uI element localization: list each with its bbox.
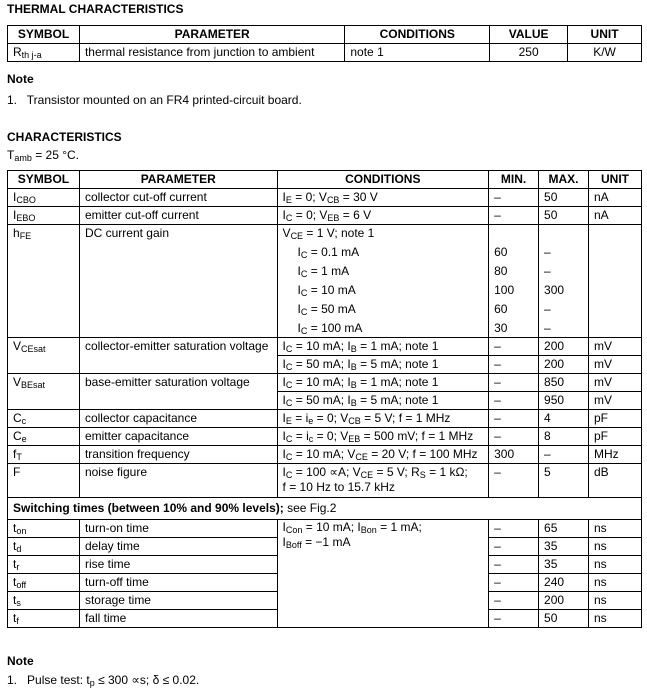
cell-min: 300	[489, 446, 539, 464]
cell-parameter: base-emitter saturation voltage	[79, 374, 277, 410]
cell-conditions: $I_{Con} = 10$ mA; $I_{Bon} = 1$ mA; $I_{Boff} = -1$ mA	[277, 520, 489, 628]
cell-symbol: $I_{CBO}$	[8, 189, 80, 207]
cell-max: 200	[539, 338, 589, 356]
switching-header-row	[8, 498, 642, 520]
cell-min: –	[489, 392, 539, 410]
switching-title: Switching times (between 10% and 90% levels); see Fig.2	[8, 498, 642, 520]
cell-min: –	[489, 464, 539, 498]
cell-min: –	[489, 207, 539, 225]
cell-unit: ns	[588, 574, 641, 592]
chars-title: CHARACTERISTICS	[7, 130, 122, 144]
cell-conditions: $I_C = 10$ mA; $I_B = 1$ mA; note 1	[277, 374, 489, 392]
cell-parameter: transition frequency	[79, 446, 277, 464]
chars-note-title: Note	[7, 654, 34, 668]
cell-parameter: collector capacitance	[79, 410, 277, 428]
cell-parameter: turn-on time	[79, 520, 277, 538]
cell-min: –	[489, 574, 539, 592]
cell-min: –	[489, 374, 539, 392]
cell-unit: pF	[588, 428, 641, 446]
cell-max: 50	[539, 610, 589, 628]
table-row	[8, 410, 642, 428]
cell-symbol: $t_{off}$	[8, 574, 80, 592]
cell-symbol: $V_{CEsat}$	[8, 338, 80, 374]
cell-min: –	[489, 556, 539, 574]
cell-unit	[588, 225, 641, 338]
th-unit: UNIT	[568, 26, 642, 44]
cell-unit: MHz	[588, 446, 641, 464]
cell-symbol: $R_{th j-a}$	[8, 44, 80, 62]
cell-max: 950	[539, 392, 589, 410]
characteristics-table	[7, 170, 642, 628]
cell-unit: ns	[588, 610, 641, 628]
cell-unit: ns	[588, 556, 641, 574]
table-row	[8, 225, 642, 338]
cell-parameter: rise time	[79, 556, 277, 574]
cell-max: 35	[539, 556, 589, 574]
cell-symbol: $V_{BEsat}$	[8, 374, 80, 410]
cell-symbol: $t_d$	[8, 538, 80, 556]
cell-conditions: $I_C = 50$ mA; $I_B = 5$ mA; note 1	[277, 356, 489, 374]
cell-conditions: $I_C = 100 \propto A$; $V_{CE} = 5$ V; $R_S = 1$ kΩ; f = 10 Hz to 15.7 kHz	[277, 464, 489, 498]
cell-symbol: $C_c$	[8, 410, 80, 428]
cell-max: –	[539, 446, 589, 464]
th-symbol: SYMBOL	[8, 26, 80, 44]
cell-max: – – 300 – –	[539, 225, 589, 338]
cell-min: –	[489, 538, 539, 556]
cell-unit: nA	[588, 189, 641, 207]
cell-conditions: $V_{CE} = 1$ V; note 1 $I_C = 0.1$ mA $I_C = 1$ mA $I_C = 10$ mA $I_C = 50$ mA $I_C = 100$ mA	[277, 225, 489, 338]
tamb-line: $T_{amb} = 25$ °C.	[7, 148, 80, 163]
thermal-note-text: 1. Transistor mounted on an FR4 printed-circuit board.	[7, 93, 302, 107]
cell-max: 35	[539, 538, 589, 556]
cell-min: –	[489, 610, 539, 628]
cell-min: –	[489, 428, 539, 446]
cell-parameter: emitter cut-off current	[79, 207, 277, 225]
cell-unit: mV	[588, 338, 641, 356]
cell-conditions: $I_C = 50$ mA; $I_B = 5$ mA; note 1	[277, 392, 489, 410]
cell-max: 4	[539, 410, 589, 428]
thermal-table	[7, 25, 642, 62]
cell-max: 200	[539, 592, 589, 610]
cell-parameter: thermal resistance from junction to ambient	[79, 44, 344, 62]
cell-parameter: storage time	[79, 592, 277, 610]
th-conditions: CONDITIONS	[277, 171, 489, 189]
cell-max: 50	[539, 189, 589, 207]
cell-conditions: note 1	[345, 44, 490, 62]
cell-parameter: emitter capacitance	[79, 428, 277, 446]
th-parameter: PARAMETER	[79, 26, 344, 44]
table-row	[8, 44, 642, 62]
th-unit: UNIT	[588, 171, 641, 189]
cell-conditions: $I_C = 10$ mA; $V_{CE} = 20$ V; f = 100 MHz	[277, 446, 489, 464]
cell-unit: pF	[588, 410, 641, 428]
cell-parameter: fall time	[79, 610, 277, 628]
chars-header-row	[8, 171, 642, 189]
th-max: MAX.	[539, 171, 589, 189]
thermal-title: THERMAL CHARACTERISTICS	[7, 2, 184, 16]
cell-symbol: F	[8, 464, 80, 498]
cell-parameter: collector cut-off current	[79, 189, 277, 207]
cell-parameter: turn-off time	[79, 574, 277, 592]
cell-conditions: $I_C = 10$ mA; $I_B = 1$ mA; note 1	[277, 338, 489, 356]
cell-value: 250	[490, 44, 568, 62]
cell-min: –	[489, 338, 539, 356]
thermal-note-title: Note	[7, 72, 34, 86]
cell-unit: K/W	[568, 44, 642, 62]
cell-min: –	[489, 410, 539, 428]
th-value: VALUE	[490, 26, 568, 44]
cell-max: 5	[539, 464, 589, 498]
cell-min: –	[489, 356, 539, 374]
cell-unit: ns	[588, 538, 641, 556]
cell-conditions: $I_E = i_e = 0$; $V_{CB} = 5$ V; f = 1 MHz	[277, 410, 489, 428]
cell-unit: mV	[588, 392, 641, 410]
cell-conditions: $I_E = 0$; $V_{CB} = 30$ V	[277, 189, 489, 207]
chars-note-text: 1. Pulse test: $t_p \le 300 \propto s$; δ ≤ 0.02.	[7, 673, 200, 688]
cell-parameter: DC current gain	[79, 225, 277, 338]
table-row	[8, 464, 642, 498]
cell-unit: mV	[588, 356, 641, 374]
cell-unit: mV	[588, 374, 641, 392]
table-row	[8, 338, 642, 356]
cell-symbol: $C_e$	[8, 428, 80, 446]
cell-unit: nA	[588, 207, 641, 225]
cell-conditions: $I_C = 0$; $V_{EB} = 6$ V	[277, 207, 489, 225]
table-row	[8, 207, 642, 225]
cell-symbol: $f_T$	[8, 446, 80, 464]
cell-unit: ns	[588, 592, 641, 610]
cell-max: 850	[539, 374, 589, 392]
table-row	[8, 446, 642, 464]
cell-symbol: $t_r$	[8, 556, 80, 574]
cell-symbol: $t_{on}$	[8, 520, 80, 538]
cell-max: 240	[539, 574, 589, 592]
cell-max: 65	[539, 520, 589, 538]
table-row	[8, 428, 642, 446]
thermal-header-row	[8, 26, 642, 44]
cell-parameter: collector-emitter saturation voltage	[79, 338, 277, 374]
cell-min: –	[489, 520, 539, 538]
cell-min: –	[489, 189, 539, 207]
cell-max: 8	[539, 428, 589, 446]
table-row	[8, 374, 642, 392]
cell-max: 50	[539, 207, 589, 225]
cell-parameter: noise figure	[79, 464, 277, 498]
cell-symbol: $t_f$	[8, 610, 80, 628]
th-min: MIN.	[489, 171, 539, 189]
cell-conditions: $I_C = i_c = 0$; $V_{EB} = 500$ mV; f = 1 MHz	[277, 428, 489, 446]
th-parameter: PARAMETER	[79, 171, 277, 189]
th-symbol: SYMBOL	[8, 171, 80, 189]
cell-unit: dB	[588, 464, 641, 498]
cell-max: 200	[539, 356, 589, 374]
cell-min: 60 80 100 60 30	[489, 225, 539, 338]
table-row	[8, 189, 642, 207]
cell-symbol: $h_{FE}$	[8, 225, 80, 338]
th-conditions: CONDITIONS	[345, 26, 490, 44]
cell-parameter: delay time	[79, 538, 277, 556]
cell-symbol: $I_{EBO}$	[8, 207, 80, 225]
cell-symbol: $t_s$	[8, 592, 80, 610]
table-row	[8, 520, 642, 538]
cell-min: –	[489, 592, 539, 610]
cell-unit: ns	[588, 520, 641, 538]
